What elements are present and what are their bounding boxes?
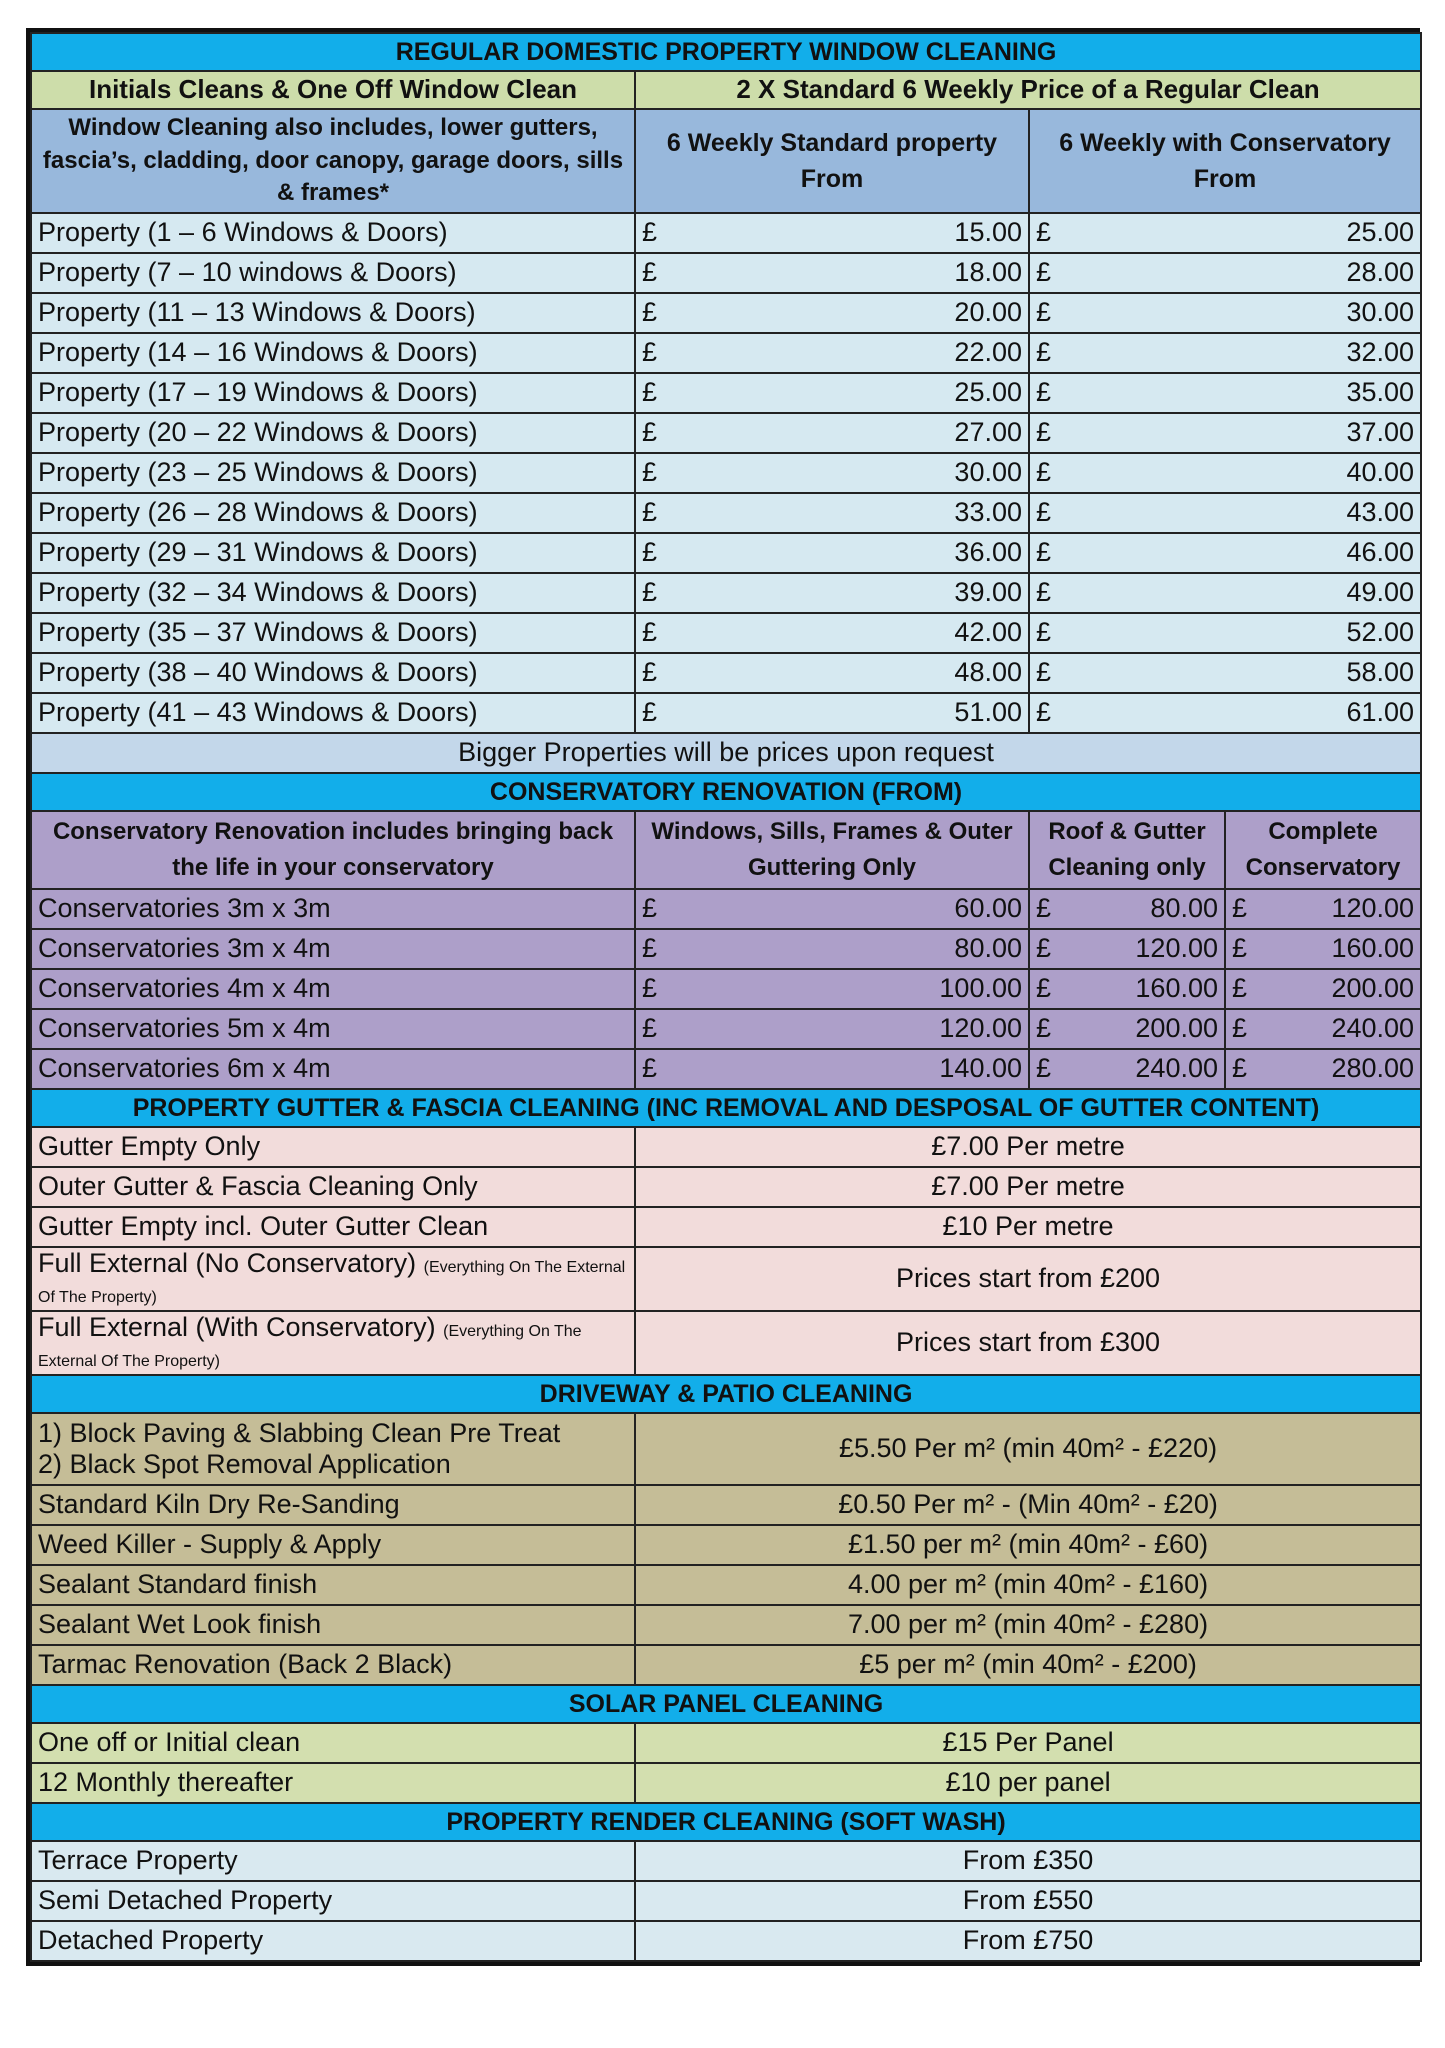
currency-symbol: £ xyxy=(642,1053,658,1084)
driveway-row-price: £5 per m² (min 40m² - £200) xyxy=(635,1645,1421,1685)
window-price-conservatory xyxy=(1029,653,1421,693)
window-row xyxy=(31,573,1421,613)
window-col-conservatory-l1: 6 Weekly with Conservatory xyxy=(1059,128,1391,157)
currency-symbol: £ xyxy=(642,217,658,248)
window-price-standard-wrap xyxy=(642,617,1022,648)
window-footer: Bigger Properties will be prices upon request xyxy=(31,733,1421,773)
conservatory-price-complete-wrap xyxy=(1232,933,1414,964)
window-price-standard-wrap xyxy=(642,337,1022,368)
window-col-standard-l2: From xyxy=(800,165,864,193)
window-price-standard-value: 18.00 xyxy=(954,257,1022,288)
window-row-label: Property (26 – 28 Windows & Doors) xyxy=(31,493,635,533)
window-row-label: Property (11 – 13 Windows & Doors) xyxy=(31,293,635,333)
gutter-row-price: £7.00 Per metre xyxy=(635,1127,1421,1167)
window-price-standard xyxy=(635,333,1029,373)
window-price-conservatory xyxy=(1029,613,1421,653)
window-price-standard-wrap xyxy=(642,697,1022,728)
currency-symbol: £ xyxy=(1232,1053,1248,1084)
conservatory-price-windows xyxy=(635,969,1029,1009)
window-price-conservatory xyxy=(1029,333,1421,373)
gutter-row-label-text: Gutter Empty Only xyxy=(38,1131,261,1162)
driveway-row-label: Tarmac Renovation (Back 2 Black) xyxy=(31,1645,635,1685)
driveway-row xyxy=(31,1565,1421,1605)
conservatory-row xyxy=(31,929,1421,969)
window-price-standard-value: 27.00 xyxy=(954,417,1022,448)
currency-symbol: £ xyxy=(1036,537,1052,568)
driveway-row-label: Standard Kiln Dry Re-Sanding xyxy=(31,1485,635,1525)
driveway-row xyxy=(31,1525,1421,1565)
conservatory-price-windows-wrap xyxy=(642,893,1022,924)
window-price-conservatory-wrap xyxy=(1036,697,1414,728)
window-price-conservatory-wrap xyxy=(1036,657,1414,688)
conservatory-row-label: Conservatories 3m x 3m xyxy=(31,889,635,929)
window-row xyxy=(31,413,1421,453)
window-col-standard-l1: 6 Weekly Standard property xyxy=(666,128,998,157)
currency-symbol: £ xyxy=(1036,893,1052,924)
conservatory-col-roof: Roof & Gutter Cleaning only xyxy=(1029,811,1225,889)
window-row xyxy=(31,373,1421,413)
conservatory-price-roof-wrap xyxy=(1036,893,1218,924)
window-price-conservatory-wrap xyxy=(1036,297,1414,328)
currency-symbol: £ xyxy=(1036,257,1052,288)
driveway-row xyxy=(31,1645,1421,1685)
solar-row-label: 12 Monthly thereafter xyxy=(31,1763,635,1803)
currency-symbol: £ xyxy=(1036,1053,1052,1084)
window-price-conservatory-value: 32.00 xyxy=(1346,337,1415,368)
window-price-conservatory xyxy=(1029,533,1421,573)
window-row-label: Property (38 – 40 Windows & Doors) xyxy=(31,653,635,693)
conservatory-price-windows xyxy=(635,889,1029,929)
window-row xyxy=(31,613,1421,653)
conservatory-price-windows-wrap xyxy=(642,973,1022,1004)
window-col-standard xyxy=(635,109,1029,213)
conservatory-price-complete xyxy=(1225,889,1421,929)
render-row-label: Semi Detached Property xyxy=(31,1881,635,1921)
window-price-conservatory xyxy=(1029,293,1421,333)
currency-symbol: £ xyxy=(1036,297,1052,328)
conservatory-description: Conservatory Renovation includes bringing back the life in your conservatory xyxy=(31,811,635,889)
window-row-label: Property (41 – 43 Windows & Doors) xyxy=(31,693,635,733)
currency-symbol: £ xyxy=(1232,933,1248,964)
conservatory-price-roof xyxy=(1029,1009,1225,1049)
conservatory-price-windows-value: 100.00 xyxy=(939,973,1022,1004)
driveway-row xyxy=(31,1485,1421,1525)
currency-symbol: £ xyxy=(1036,1013,1052,1044)
render-row-price: From £350 xyxy=(635,1841,1421,1881)
window-price-conservatory-wrap xyxy=(1036,537,1414,568)
gutter-row xyxy=(31,1247,1421,1311)
window-price-standard-value: 51.00 xyxy=(954,697,1022,728)
gutter-section-title: PROPERTY GUTTER & FASCIA CLEANING (INC REMOVAL AND DESPOSAL OF GUTTER CONTENT) xyxy=(31,1089,1421,1127)
conservatory-price-roof xyxy=(1029,889,1225,929)
window-row xyxy=(31,453,1421,493)
conservatory-price-roof-value: 120.00 xyxy=(1135,933,1218,964)
driveway-row-label: Weed Killer - Supply & Apply xyxy=(31,1525,635,1565)
conservatory-price-windows-wrap xyxy=(642,933,1022,964)
conservatory-price-windows xyxy=(635,929,1029,969)
window-row-label: Property (1 – 6 Windows & Doors) xyxy=(31,213,635,253)
currency-symbol: £ xyxy=(1036,337,1052,368)
gutter-row-price: £10 Per metre xyxy=(635,1207,1421,1247)
currency-symbol: £ xyxy=(1036,497,1052,528)
window-section-title: REGULAR DOMESTIC PROPERTY WINDOW CLEANING xyxy=(31,33,1421,71)
window-price-conservatory-wrap xyxy=(1036,617,1414,648)
currency-symbol: £ xyxy=(1232,1013,1248,1044)
window-price-conservatory xyxy=(1029,693,1421,733)
render-row xyxy=(31,1921,1421,1961)
render-row-label: Detached Property xyxy=(31,1921,635,1961)
solar-section-title: SOLAR PANEL CLEANING xyxy=(31,1685,1421,1723)
currency-symbol: £ xyxy=(642,697,658,728)
conservatory-price-roof-wrap xyxy=(1036,933,1218,964)
solar-row-label: One off or Initial clean xyxy=(31,1723,635,1763)
conservatory-price-roof xyxy=(1029,1049,1225,1089)
window-price-conservatory-value: 61.00 xyxy=(1346,697,1415,728)
conservatory-price-windows-wrap xyxy=(642,1013,1022,1044)
currency-symbol: £ xyxy=(642,933,658,964)
conservatory-price-roof-value: 240.00 xyxy=(1135,1053,1218,1084)
window-row-label: Property (29 – 31 Windows & Doors) xyxy=(31,533,635,573)
window-price-conservatory xyxy=(1029,493,1421,533)
conservatory-price-complete-value: 120.00 xyxy=(1331,893,1415,924)
conservatory-price-roof-wrap xyxy=(1036,973,1218,1004)
conservatory-price-complete-wrap xyxy=(1232,973,1414,1004)
window-price-conservatory-wrap xyxy=(1036,497,1414,528)
window-price-conservatory-value: 28.00 xyxy=(1346,257,1415,288)
window-row xyxy=(31,253,1421,293)
price-list xyxy=(26,28,1420,1966)
window-price-standard-wrap xyxy=(642,577,1022,608)
gutter-row-note: (Everything On The External Of The Property) xyxy=(38,1259,626,1306)
window-row xyxy=(31,213,1421,253)
solar-row-price: £15 Per Panel xyxy=(635,1723,1421,1763)
window-description: Window Cleaning also includes, lower gutters, fascia’s, cladding, door canopy, garage doors, sills & frames* xyxy=(31,109,635,213)
window-row xyxy=(31,693,1421,733)
currency-symbol: £ xyxy=(642,257,658,288)
window-row-label: Property (7 – 10 windows & Doors) xyxy=(31,253,635,293)
window-col-conservatory-l2: From xyxy=(1193,165,1257,193)
render-row-label: Terrace Property xyxy=(31,1841,635,1881)
window-price-standard xyxy=(635,453,1029,493)
window-row-label: Property (20 – 22 Windows & Doors) xyxy=(31,413,635,453)
currency-symbol: £ xyxy=(642,337,658,368)
conservatory-price-complete xyxy=(1225,1049,1421,1089)
window-row xyxy=(31,533,1421,573)
driveway-first-line2: 2) Black Spot Removal Application xyxy=(38,1449,451,1479)
window-sub-right: 2 X Standard 6 Weekly Price of a Regular Clean xyxy=(635,71,1421,109)
window-price-conservatory-value: 43.00 xyxy=(1346,497,1415,528)
window-price-conservatory-wrap xyxy=(1036,337,1414,368)
window-price-standard xyxy=(635,653,1029,693)
window-price-conservatory-wrap xyxy=(1036,377,1414,408)
window-price-standard xyxy=(635,293,1029,333)
gutter-row-label xyxy=(31,1167,635,1207)
window-price-conservatory-value: 30.00 xyxy=(1346,297,1415,328)
currency-symbol: £ xyxy=(1036,577,1052,608)
conservatory-price-roof xyxy=(1029,929,1225,969)
conservatory-price-roof-value: 80.00 xyxy=(1150,893,1218,924)
conservatory-row xyxy=(31,1049,1421,1089)
conservatory-col-windows: Windows, Sills, Frames & Outer Guttering Only xyxy=(635,811,1029,889)
window-price-standard-value: 22.00 xyxy=(954,337,1022,368)
currency-symbol: £ xyxy=(1036,657,1052,688)
conservatory-row xyxy=(31,1009,1421,1049)
window-price-conservatory-value: 40.00 xyxy=(1346,457,1415,488)
conservatory-row xyxy=(31,969,1421,1009)
window-price-conservatory xyxy=(1029,213,1421,253)
gutter-row-label xyxy=(31,1207,635,1247)
window-price-standard-wrap xyxy=(642,657,1022,688)
driveway-row-price: 4.00 per m² (min 40m² - £160) xyxy=(635,1565,1421,1605)
window-price-standard xyxy=(635,613,1029,653)
window-price-conservatory-wrap xyxy=(1036,417,1414,448)
render-section-title: PROPERTY RENDER CLEANING (SOFT WASH) xyxy=(31,1803,1421,1841)
currency-symbol: £ xyxy=(1036,377,1052,408)
gutter-row-label-text: Gutter Empty incl. Outer Gutter Clean xyxy=(38,1211,489,1242)
currency-symbol: £ xyxy=(1232,893,1248,924)
gutter-row-label-text: Outer Gutter & Fascia Cleaning Only xyxy=(38,1171,478,1202)
window-price-conservatory-wrap xyxy=(1036,457,1414,488)
currency-symbol: £ xyxy=(642,497,658,528)
driveway-row-price: 7.00 per m² (min 40m² - £280) xyxy=(635,1605,1421,1645)
gutter-row-label xyxy=(31,1127,635,1167)
conservatory-price-roof-wrap xyxy=(1036,1053,1218,1084)
currency-symbol: £ xyxy=(642,973,658,1004)
window-row-label: Property (14 – 16 Windows & Doors) xyxy=(31,333,635,373)
window-price-conservatory-value: 25.00 xyxy=(1346,217,1415,248)
window-price-standard xyxy=(635,493,1029,533)
window-price-standard-wrap xyxy=(642,297,1022,328)
solar-row-price: £10 per panel xyxy=(635,1763,1421,1803)
window-price-standard-value: 25.00 xyxy=(954,377,1022,408)
solar-row xyxy=(31,1763,1421,1803)
render-row xyxy=(31,1841,1421,1881)
render-row-price: From £550 xyxy=(635,1881,1421,1921)
solar-row xyxy=(31,1723,1421,1763)
window-row-label: Property (35 – 37 Windows & Doors) xyxy=(31,613,635,653)
window-price-conservatory-value: 58.00 xyxy=(1346,657,1415,688)
window-price-conservatory-value: 35.00 xyxy=(1346,377,1415,408)
currency-symbol: £ xyxy=(642,893,658,924)
conservatory-price-windows xyxy=(635,1049,1029,1089)
currency-symbol: £ xyxy=(1036,417,1052,448)
driveway-first-line1: 1) Block Paving & Slabbing Clean Pre Treat xyxy=(38,1417,561,1448)
driveway-row-price: £0.50 Per m² - (Min 40m² - £20) xyxy=(635,1485,1421,1525)
currency-symbol: £ xyxy=(1036,697,1052,728)
window-row xyxy=(31,293,1421,333)
window-price-conservatory-value: 37.00 xyxy=(1346,417,1415,448)
driveway-section-title: DRIVEWAY & PATIO CLEANING xyxy=(31,1375,1421,1413)
gutter-row-label-text: Full External (No Conservatory) xyxy=(38,1248,417,1279)
window-price-conservatory-value: 49.00 xyxy=(1346,577,1415,608)
window-price-standard-wrap xyxy=(642,377,1022,408)
currency-symbol: £ xyxy=(1036,973,1052,1004)
currency-symbol: £ xyxy=(642,617,658,648)
conservatory-col-complete: Complete Conservatory xyxy=(1225,811,1421,889)
window-price-conservatory xyxy=(1029,413,1421,453)
conservatory-price-complete-wrap xyxy=(1232,1053,1414,1084)
window-price-standard xyxy=(635,533,1029,573)
conservatory-price-complete xyxy=(1225,929,1421,969)
conservatory-price-windows-value: 80.00 xyxy=(954,933,1022,964)
conservatory-price-roof xyxy=(1029,969,1225,1009)
conservatory-row xyxy=(31,889,1421,929)
window-price-conservatory xyxy=(1029,573,1421,613)
currency-symbol: £ xyxy=(1036,933,1052,964)
driveway-row-price: £1.50 per m² (min 40m² - £60) xyxy=(635,1525,1421,1565)
window-row-label: Property (17 – 19 Windows & Doors) xyxy=(31,373,635,413)
currency-symbol: £ xyxy=(642,297,658,328)
conservatory-price-complete-wrap xyxy=(1232,1013,1414,1044)
conservatory-price-complete-value: 240.00 xyxy=(1331,1013,1415,1044)
window-row xyxy=(31,493,1421,533)
currency-symbol: £ xyxy=(642,657,658,688)
window-row-label: Property (23 – 25 Windows & Doors) xyxy=(31,453,635,493)
currency-symbol: £ xyxy=(642,417,658,448)
window-col-conservatory xyxy=(1029,109,1421,213)
currency-symbol: £ xyxy=(642,457,658,488)
currency-symbol: £ xyxy=(642,577,658,608)
price-table xyxy=(30,32,1422,1962)
conservatory-price-windows xyxy=(635,1009,1029,1049)
window-price-standard-value: 36.00 xyxy=(954,537,1022,568)
gutter-row-label xyxy=(31,1247,635,1311)
conservatory-price-complete-value: 200.00 xyxy=(1331,973,1415,1004)
currency-symbol: £ xyxy=(1232,973,1248,1004)
window-price-standard-value: 48.00 xyxy=(954,657,1022,688)
gutter-row-label-text: Full External (With Conservatory) xyxy=(38,1312,436,1343)
driveway-row-label: Sealant Standard finish xyxy=(31,1565,635,1605)
window-price-standard xyxy=(635,253,1029,293)
gutter-row-price: Prices start from £300 xyxy=(635,1311,1421,1375)
window-price-standard xyxy=(635,373,1029,413)
conservatory-price-complete xyxy=(1225,1009,1421,1049)
window-price-standard xyxy=(635,693,1029,733)
conservatory-price-roof-wrap xyxy=(1036,1013,1218,1044)
window-price-standard-wrap xyxy=(642,537,1022,568)
window-row-label: Property (32 – 34 Windows & Doors) xyxy=(31,573,635,613)
gutter-row xyxy=(31,1167,1421,1207)
gutter-row xyxy=(31,1311,1421,1375)
gutter-row-price: Prices start from £200 xyxy=(635,1247,1421,1311)
conservatory-price-complete xyxy=(1225,969,1421,1009)
window-price-standard xyxy=(635,213,1029,253)
driveway-row xyxy=(31,1605,1421,1645)
driveway-row-label: Sealant Wet Look finish xyxy=(31,1605,635,1645)
window-price-conservatory-wrap xyxy=(1036,257,1414,288)
window-price-standard-value: 42.00 xyxy=(954,617,1022,648)
window-price-conservatory-wrap xyxy=(1036,217,1414,248)
conservatory-row-label: Conservatories 6m x 4m xyxy=(31,1049,635,1089)
window-price-standard-value: 30.00 xyxy=(954,457,1022,488)
conservatory-price-windows-value: 120.00 xyxy=(939,1013,1022,1044)
window-price-standard-value: 39.00 xyxy=(954,577,1022,608)
window-price-standard-wrap xyxy=(642,217,1022,248)
conservatory-price-complete-wrap xyxy=(1232,893,1414,924)
currency-symbol: £ xyxy=(642,377,658,408)
conservatory-row-label: Conservatories 5m x 4m xyxy=(31,1009,635,1049)
window-row xyxy=(31,333,1421,373)
conservatory-price-windows-value: 60.00 xyxy=(954,893,1022,924)
currency-symbol: £ xyxy=(1036,617,1052,648)
conservatory-price-roof-value: 160.00 xyxy=(1135,973,1218,1004)
conservatory-price-complete-value: 160.00 xyxy=(1331,933,1415,964)
conservatory-price-windows-value: 140.00 xyxy=(939,1053,1022,1084)
window-sub-left: Initials Cleans & One Off Window Clean xyxy=(31,71,635,109)
conservatory-row-label: Conservatories 4m x 4m xyxy=(31,969,635,1009)
conservatory-price-roof-value: 200.00 xyxy=(1135,1013,1218,1044)
window-price-conservatory xyxy=(1029,253,1421,293)
window-price-standard-value: 20.00 xyxy=(954,297,1022,328)
window-price-conservatory xyxy=(1029,373,1421,413)
window-price-standard xyxy=(635,413,1029,453)
window-price-standard xyxy=(635,573,1029,613)
gutter-row-label xyxy=(31,1311,635,1375)
window-price-standard-value: 33.00 xyxy=(954,497,1022,528)
conservatory-price-complete-value: 280.00 xyxy=(1331,1053,1415,1084)
render-row-price: From £750 xyxy=(635,1921,1421,1961)
conservatory-price-windows-wrap xyxy=(642,1053,1022,1084)
window-price-conservatory-value: 52.00 xyxy=(1346,617,1415,648)
gutter-row xyxy=(31,1127,1421,1167)
window-price-conservatory-value: 46.00 xyxy=(1346,537,1415,568)
currency-symbol: £ xyxy=(642,1013,658,1044)
currency-symbol: £ xyxy=(1036,217,1052,248)
window-price-conservatory-wrap xyxy=(1036,577,1414,608)
driveway-first-label xyxy=(31,1413,635,1485)
window-price-standard-value: 15.00 xyxy=(954,217,1022,248)
window-price-standard-wrap xyxy=(642,257,1022,288)
window-price-conservatory xyxy=(1029,453,1421,493)
currency-symbol: £ xyxy=(1036,457,1052,488)
driveway-first-price: £5.50 Per m² (min 40m² - £220) xyxy=(635,1413,1421,1485)
gutter-row-note: (Everything On The External Of The Property) xyxy=(38,1323,582,1370)
conservatory-row-label: Conservatories 3m x 4m xyxy=(31,929,635,969)
gutter-row xyxy=(31,1207,1421,1247)
gutter-row-price: £7.00 Per metre xyxy=(635,1167,1421,1207)
window-price-standard-wrap xyxy=(642,457,1022,488)
conservatory-section-title: CONSERVATORY RENOVATION (FROM) xyxy=(31,773,1421,811)
render-row xyxy=(31,1881,1421,1921)
window-row xyxy=(31,653,1421,693)
currency-symbol: £ xyxy=(642,537,658,568)
window-price-standard-wrap xyxy=(642,497,1022,528)
window-price-standard-wrap xyxy=(642,417,1022,448)
